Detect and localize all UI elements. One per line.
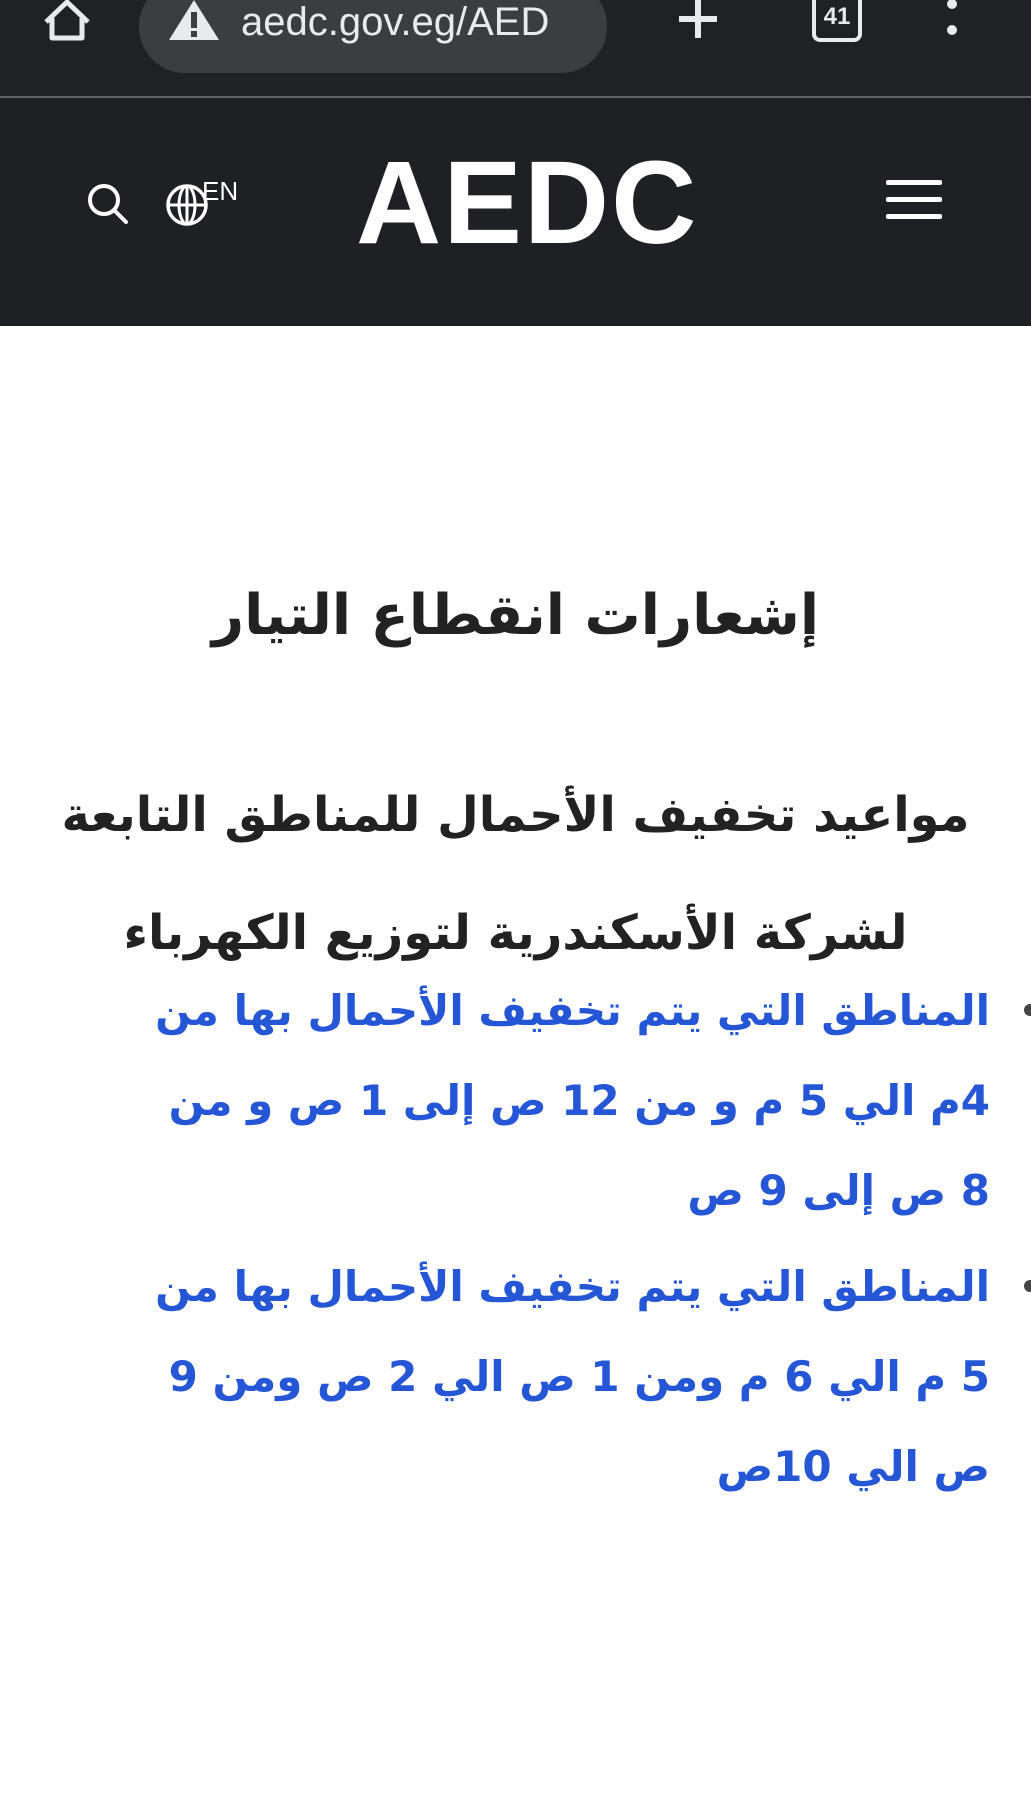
new-tab-plus-icon[interactable] [674, 0, 722, 44]
site-logo[interactable]: AEDC [356, 137, 699, 269]
tab-count: 41 [823, 3, 851, 30]
warning-icon[interactable] [167, 0, 221, 40]
more-vert-icon[interactable] [938, 0, 966, 44]
notice-link[interactable]: المناطق التي يتم تخفيف الأحمال بها من 5 م الي 6 م ومن 1 ص الي 2 ص ومن 9 ص الي 10ص [155, 1262, 990, 1491]
page-title: إشعارات انقطاع التيار [211, 583, 820, 648]
browser-toolbar [0, 0, 1031, 97]
hamburger-menu-icon[interactable] [882, 176, 948, 226]
language-label: EN [202, 176, 239, 206]
site-header [0, 98, 1031, 326]
main-content [0, 326, 1031, 1800]
bullet-icon [1024, 1280, 1031, 1292]
address-bar[interactable] [139, 0, 607, 73]
hamburger-line [886, 197, 942, 202]
url-text[interactable]: aedc.gov.eg/AED [241, 0, 550, 44]
notice-list [130, 966, 996, 1518]
page-subtitle: مواعيد تخفيف الأحمال للمناطق التابعة لشركة الأسكندرية لتوزيع الكهرباء [61, 787, 970, 961]
tab-switcher-button[interactable] [812, 0, 862, 42]
home-icon[interactable] [38, 0, 96, 46]
list-item [130, 966, 996, 1236]
bullet-icon [1024, 1004, 1031, 1016]
list-item [130, 1242, 996, 1512]
search-icon[interactable] [84, 180, 132, 228]
notice-link[interactable]: المناطق التي يتم تخفيف الأحمال بها من 4م الي 5 م و من 12 ص إلى 1 ص و من 8 ص إلى 9 ص [155, 986, 990, 1215]
hamburger-line [886, 180, 942, 185]
language-toggle[interactable] [164, 176, 244, 232]
hamburger-line [886, 214, 942, 219]
